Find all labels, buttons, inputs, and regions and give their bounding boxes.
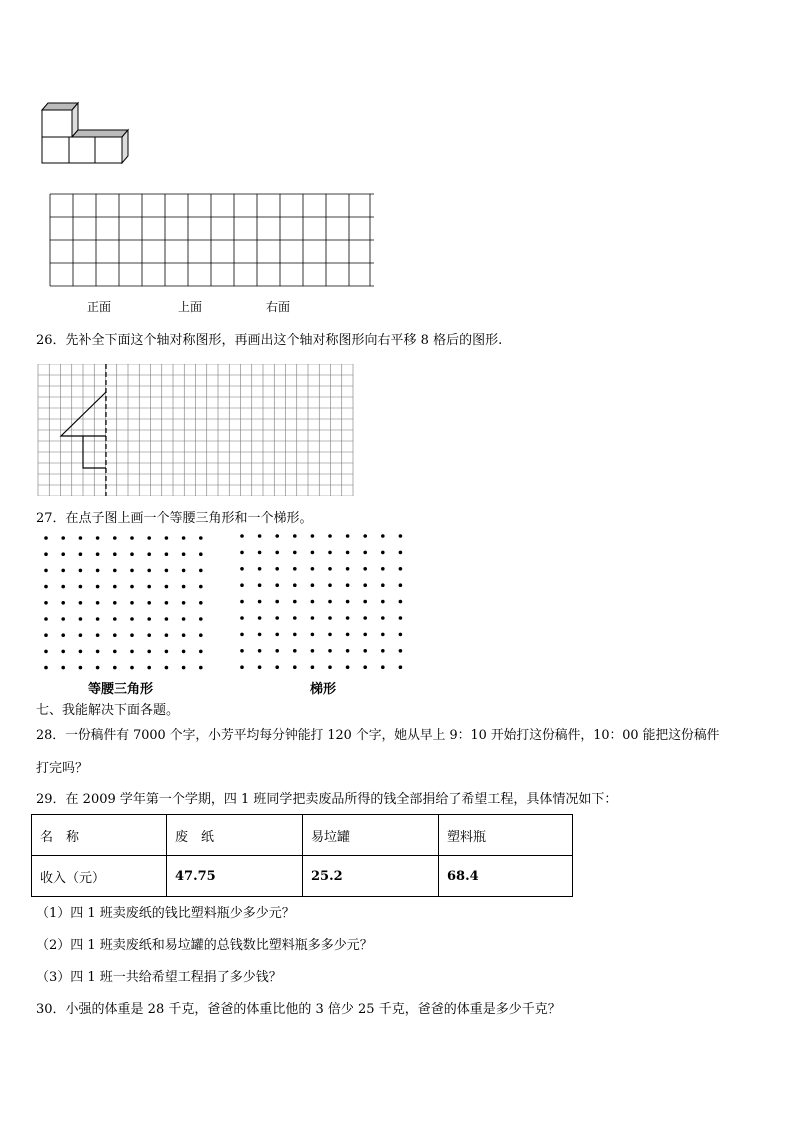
grid-dot [363,534,367,538]
grid-dot [399,534,403,538]
grid-dot [399,583,403,587]
grid-dot [44,601,48,605]
grid-dot [363,649,367,653]
grid-dot [328,649,332,653]
label-trapezoid: 梯形 [310,682,337,697]
grid-dot [240,649,244,653]
grid-dot [96,536,100,540]
grid-dot [311,649,315,653]
grid-dot [147,569,151,573]
grid-dot [311,551,315,555]
table-header-cell: 废 纸 [167,815,303,856]
grid-dot [147,633,151,637]
label-front-view: 正面 [87,300,112,314]
cube-figure [38,100,134,166]
grid-dot [79,585,83,589]
grid-dot [165,585,169,589]
grid-dot [61,617,65,621]
grid-dot [147,585,151,589]
grid-dot [113,569,117,573]
grid-dot [346,616,350,620]
table-row [32,856,573,897]
grid-dot [275,534,279,538]
grid-dot [113,666,117,670]
grid-dot [275,567,279,571]
grid-dot [311,633,315,637]
grid-dot [182,617,186,621]
grid-dot [399,633,403,637]
section-title: 七、我能解决下面各题。 [36,703,180,718]
grid-dot [381,665,385,669]
grid-dot [147,666,151,670]
grid-dot [199,601,203,605]
grid-dot [113,601,117,605]
question-27: 27．在点子图上画一个等腰三角形和一个梯形。 [36,511,313,526]
grid-dot [96,552,100,556]
grid-dot [328,600,332,604]
grid-dot [258,551,262,555]
grid-dot [293,567,297,571]
grid-dot [328,567,332,571]
grid-dot [79,650,83,654]
grid-dot [311,567,315,571]
grid-dot [381,600,385,604]
grid-dot [96,666,100,670]
grid-dot [293,649,297,653]
table-cell: 收入（元） [32,856,167,897]
grid-dot [240,583,244,587]
grid-dot [113,536,117,540]
grid-dot [79,666,83,670]
grid-dot [130,569,134,573]
grid-dot [363,583,367,587]
grid-dot [381,534,385,538]
grid-dot [79,601,83,605]
grid-dot [44,666,48,670]
symmetry-grid [36,364,358,496]
grid-dot [96,569,100,573]
grid-dot [258,583,262,587]
grid-dot [130,617,134,621]
grid-dot [381,616,385,620]
grid-dot [44,552,48,556]
grid-dot [399,600,403,604]
grid-dot [275,583,279,587]
grid-dot [44,585,48,589]
grid-dot [182,601,186,605]
grid-dot [165,601,169,605]
grid-dot [44,536,48,540]
grid-dot [199,617,203,621]
grid-dot [182,552,186,556]
grid-dot [130,536,134,540]
grid-dot [147,536,151,540]
grid-dot [293,616,297,620]
grid-dot [258,665,262,669]
grid-dot [363,633,367,637]
view-answer-grid [46,190,376,290]
grid-dot [275,633,279,637]
grid-dot [240,665,244,669]
label-top-view: 上面 [178,300,203,314]
question-28-line2: 打完吗？ [36,761,89,776]
grid-dot [240,633,244,637]
grid-dot [311,534,315,538]
grid-dot [44,617,48,621]
grid-dot [363,600,367,604]
grid-dot [44,650,48,654]
grid-dot [130,666,134,670]
grid-dot [61,601,65,605]
grid-dot [61,552,65,556]
grid-dot [130,585,134,589]
label-right-view: 右面 [266,300,291,314]
grid-dot [240,534,244,538]
grid-dot [399,567,403,571]
grid-dot [293,665,297,669]
grid-dot [240,600,244,604]
grid-dot [346,649,350,653]
grid-dot [258,649,262,653]
grid-dot [258,567,262,571]
grid-dot [61,569,65,573]
grid-dot [147,617,151,621]
grid-dot [258,616,262,620]
grid-dot [293,551,297,555]
table-cell: 25.2 [303,856,439,897]
grid-dot [182,536,186,540]
grid-dot [346,534,350,538]
grid-dot [381,633,385,637]
table-cell: 68.4 [439,856,573,897]
grid-dot [130,552,134,556]
grid-dot [199,633,203,637]
grid-dot [79,569,83,573]
grid-dot [165,650,169,654]
grid-dot [258,534,262,538]
grid-dot [130,601,134,605]
grid-dot [293,534,297,538]
grid-dot [96,585,100,589]
grid-dot [399,551,403,555]
grid-dot [363,616,367,620]
grid-dot [44,569,48,573]
grid-dot [399,649,403,653]
grid-dot [165,633,169,637]
grid-dot [61,650,65,654]
grid-dot [328,633,332,637]
grid-dot [328,534,332,538]
grid-dot [363,665,367,669]
grid-dot [199,552,203,556]
grid-dot [346,600,350,604]
grid-dot [165,569,169,573]
grid-dot [311,665,315,669]
grid-dot [346,633,350,637]
grid-dot [240,567,244,571]
grid-dot [165,536,169,540]
grid-dot [363,551,367,555]
label-isosceles-triangle: 等腰三角形 [88,682,154,697]
grid-dot [381,551,385,555]
grid-dot [275,551,279,555]
half-figure [61,392,106,436]
grid-dot [182,633,186,637]
grid-dot [293,633,297,637]
grid-dot [199,569,203,573]
grid-dot [113,617,117,621]
grid-dot [165,666,169,670]
grid-dot [328,551,332,555]
grid-dot [130,633,134,637]
grid-dot [311,616,315,620]
grid-dot [258,633,262,637]
question-26: 26．先补全下面这个轴对称图形，再画出这个轴对称图形向右平移 8 格后的图形. [36,333,503,348]
grid-dot [311,600,315,604]
grid-dot [293,600,297,604]
grid-dot [165,552,169,556]
grid-dot [328,665,332,669]
grid-dot [61,633,65,637]
question-29-sub2: （2）四 1 班卖废纸和易垃罐的总钱数比塑料瓶多多少元？ [36,938,373,953]
grid-dot [113,585,117,589]
grid-dot [96,633,100,637]
grid-dot [147,552,151,556]
grid-dot [381,567,385,571]
grid-dot [346,583,350,587]
question-28-line1: 28．一份稿件有 7000 个字，小芳平均每分钟能打 120 个字，她从早上 9：10 开始打这份稿件，10：00 能把这份稿件 [36,728,720,743]
grid-dot [328,583,332,587]
grid-dot [399,665,403,669]
table-header-cell: 塑料瓶 [439,815,573,856]
grid-dot [199,536,203,540]
table-row [32,815,573,856]
grid-dot [346,551,350,555]
question-29-sub1: （1）四 1 班卖废纸的钱比塑料瓶少多少元？ [36,906,295,921]
grid-dot [61,536,65,540]
grid-dot [165,617,169,621]
question-29-sub3: （3）四 1 班一共给希望工程捐了多少钱？ [36,970,282,985]
grid-dot [258,600,262,604]
grid-dot [275,616,279,620]
table-header-cell: 名 称 [32,815,167,856]
grid-dot [381,649,385,653]
grid-dot [61,585,65,589]
table-cell: 47.75 [167,856,303,897]
grid-dot [113,552,117,556]
question-29: 29．在 2009 学年第一个学期，四 1 班同学把卖废品所得的钱全部捐给了希望工程，具体情况如下： [36,792,618,807]
grid-dot [311,583,315,587]
grid-dot [182,585,186,589]
grid-dot [275,665,279,669]
dot-grid-triangle [40,532,210,672]
grid-dot [381,583,385,587]
grid-dot [79,633,83,637]
grid-dot [79,617,83,621]
grid-dot [346,567,350,571]
grid-dot [199,650,203,654]
grid-dot [293,583,297,587]
grid-dot [79,536,83,540]
grid-dot [113,650,117,654]
grid-dot [199,666,203,670]
table-header-cell: 易垃罐 [303,815,439,856]
grid-dot [240,616,244,620]
grid-dot [346,665,350,669]
grid-dot [96,617,100,621]
grid-dot [182,569,186,573]
grid-dot [61,666,65,670]
question-30: 30．小强的体重是 28 千克，爸爸的体重比他的 3 倍少 25 千克，爸爸的体重是多少千克？ [36,1002,561,1017]
grid-dot [79,552,83,556]
grid-dot [275,600,279,604]
grid-dot [363,567,367,571]
grid-dot [96,601,100,605]
grid-dot [182,666,186,670]
grid-dot [96,650,100,654]
grid-dot [44,633,48,637]
grid-dot [182,650,186,654]
grid-dot [147,650,151,654]
income-table [31,814,573,897]
grid-dot [328,616,332,620]
dot-grid-trapezoid [236,530,406,672]
grid-dot [275,649,279,653]
grid-dot [113,633,117,637]
grid-dot [130,650,134,654]
grid-dot [199,585,203,589]
grid-dot [399,616,403,620]
grid-dot [240,551,244,555]
grid-dot [147,601,151,605]
